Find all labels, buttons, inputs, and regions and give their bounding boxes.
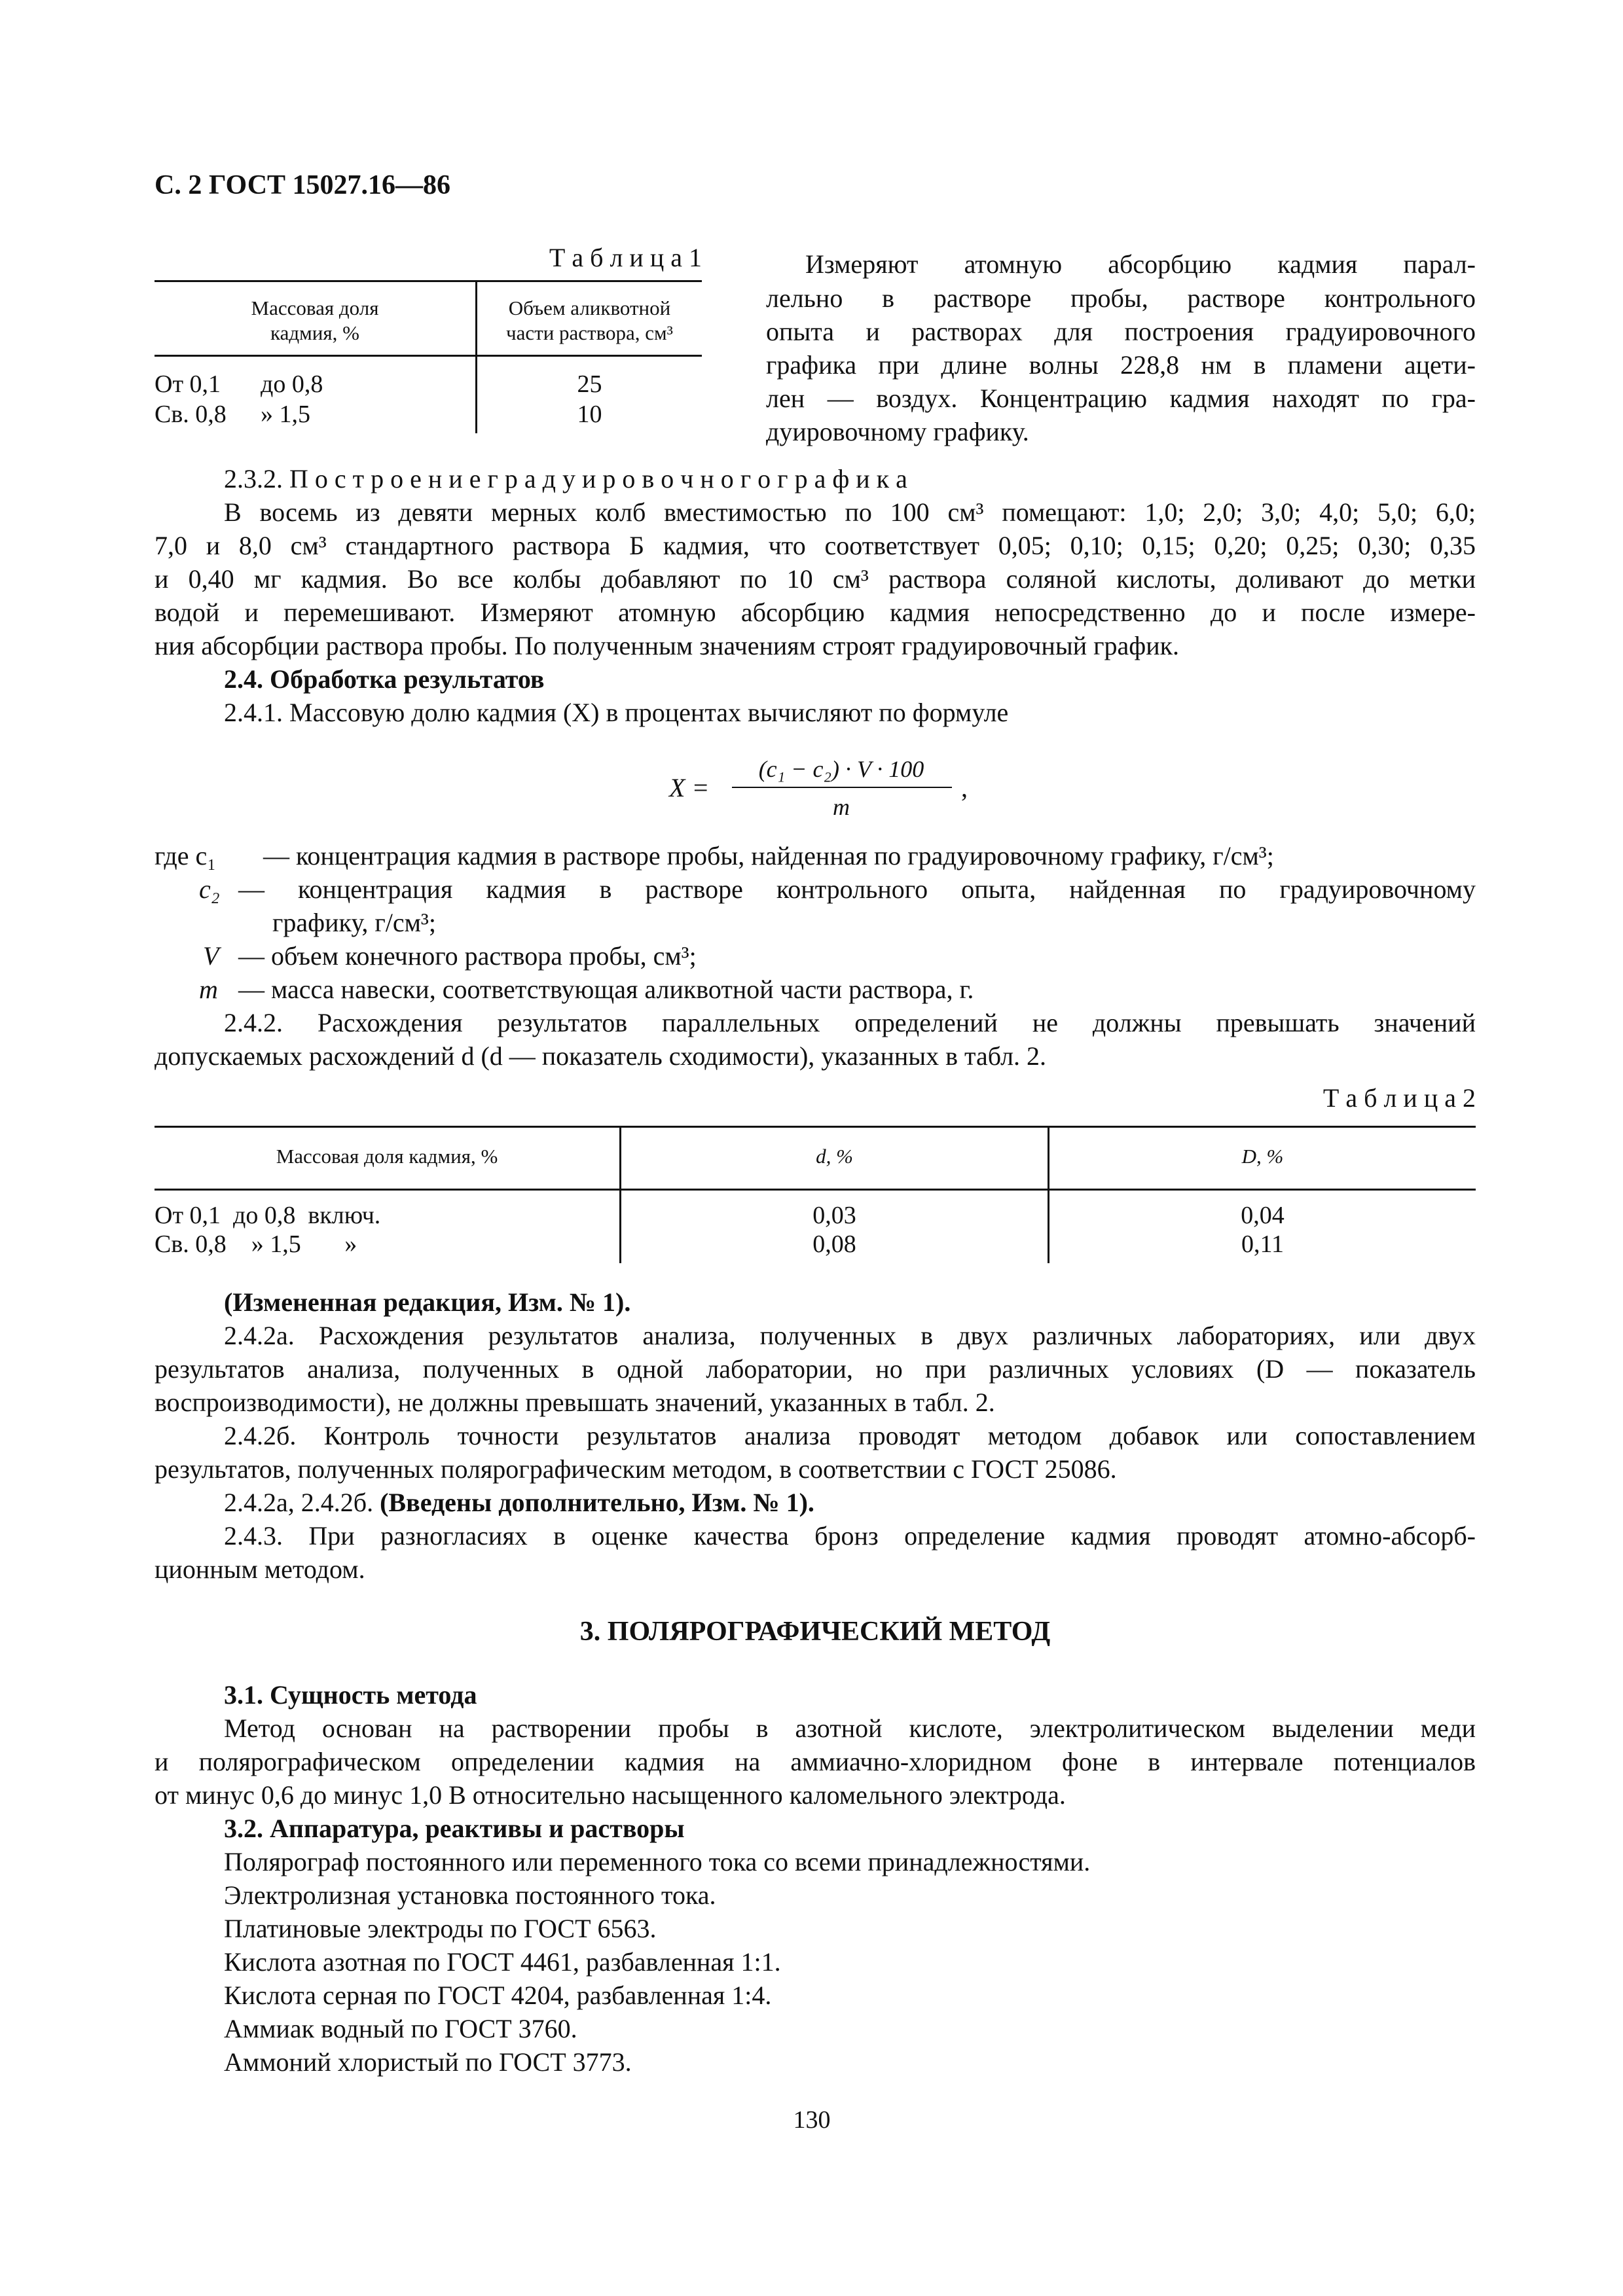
formula-lhs: X =: [669, 773, 710, 802]
table2-header-col3: D, %: [1241, 1145, 1284, 1168]
formula-fraction-bar: [732, 787, 952, 788]
table2-row1-d: 0,03: [812, 1202, 856, 1229]
where-text: — концентрация кадмия в растворе пробы, найденная по градуировочному графику, г/см³;: [263, 841, 1274, 870]
table2-row1-range: От 0,1 до 0,8 включ.: [155, 1202, 381, 1229]
table1-row2-to: » 1,5: [261, 401, 310, 428]
table1-row1-volume: 25: [577, 370, 602, 398]
right-col-line: графика при длине волны 228,8 нм в пламени ацети-: [766, 350, 1476, 380]
table1-row2-volume: 10: [577, 401, 602, 428]
paragraph-line: результатов анализа, полученных в одной лаборатории, но при различных условиях (D — показатель: [155, 1354, 1476, 1384]
table2-caption: Т а б л и ц а 2: [1322, 1083, 1476, 1113]
where-symbol: c₂: [199, 874, 220, 904]
where-text: — концентрация кадмия в растворе контрольного опыта, найденная по градуировочному: [238, 874, 1476, 904]
paragraph-line: 2.4.2. Расхождения результатов параллельных определений не должны превышать значений: [224, 1008, 1476, 1037]
table2-row2-d: 0,08: [812, 1230, 856, 1258]
formula-trailing-comma: ,: [961, 773, 968, 802]
formula-numerator: (c₁ − c₂) · V · 100: [758, 756, 924, 782]
table1-caption: Т а б л и ц а 1: [549, 243, 702, 272]
right-col-line: Измеряют атомную абсорбцию кадмия парал-: [805, 249, 1476, 279]
table2-header-col1: Массовая доля кадмия, %: [276, 1145, 498, 1168]
section-3-1-title: 3.1. Сущность метода: [224, 1680, 477, 1710]
paragraph-line: и полярографическом определении кадмия на аммиачно-хлоридном фоне в интервале потенциалов: [155, 1747, 1476, 1776]
table2-row2-range: Св. 0,8 » 1,5 »: [155, 1230, 357, 1258]
paragraph-line: 2.4.2а. Расхождения результатов анализа, полученных в двух различных лабораториях, или двух: [224, 1321, 1476, 1350]
amendment-note: (Измененная редакция, Изм. № 1).: [224, 1287, 631, 1317]
equipment-item: Кислота серная по ГОСТ 4204, разбавленная 1:4.: [224, 1981, 772, 2010]
paragraph-line: 7,0 и 8,0 см³ стандартного раствора Б кадмия, что соответствует 0,05; 0,10; 0,15; 0,20; 0,25; 0,30; 0,35: [155, 531, 1476, 560]
page-header: С. 2 ГОСТ 15027.16—86: [155, 170, 451, 200]
where-symbol: где c₁: [155, 841, 217, 870]
where-symbol: m: [199, 975, 218, 1004]
where-text: — масса навески, соответствующая аликвотной части раствора, г.: [238, 975, 974, 1004]
section-3-title: 3. ПОЛЯРОГРАФИЧЕСКИЙ МЕТОД: [579, 1617, 1051, 1647]
equipment-item: Аммиак водный по ГОСТ 3760.: [224, 2014, 577, 2043]
formula-denominator: m: [833, 794, 850, 820]
paragraph-line: водой и перемешивают. Измеряют атомную абсорбцию кадмия непосредственно до и после измере-: [155, 598, 1476, 627]
right-col-line: опыта и растворах для построения градуировочного: [766, 317, 1476, 346]
paragraph-line: допускаемых расхождений d (d — показатель сходимости), указанных в табл. 2.: [155, 1041, 1047, 1071]
table1-row1-to: до 0,8: [261, 370, 323, 398]
section-3-2-title: 3.2. Аппаратура, реактивы и растворы: [224, 1814, 685, 1843]
paragraph-line: от минус 0,6 до минус 1,0 В относительно насыщенного каломельного электрода.: [155, 1780, 1066, 1810]
right-col-line: лельно в растворе пробы, растворе контрольного: [766, 283, 1476, 313]
table1-row2-from: Св. 0,8: [155, 401, 227, 428]
equipment-item: Платиновые электроды по ГОСТ 6563.: [224, 1914, 657, 1943]
paragraph-line: 2.4.2б. Контроль точности результатов анализа проводят методом добавок или сопоставлением: [224, 1421, 1476, 1450]
paragraph-line: результатов, полученных полярографическим методом, в соответствии с ГОСТ 25086.: [155, 1454, 1117, 1484]
table2-header-col2: d, %: [816, 1145, 853, 1168]
paragraph-line: и 0,40 мг кадмия. Во все колбы добавляют по 10 см³ раствора соляной кислоты, доливают до метки: [155, 564, 1476, 594]
where-text: графику, г/см³;: [272, 908, 437, 937]
table1-header-col2-l2: части раствора, см³: [506, 321, 673, 344]
table1-header-rule: [155, 355, 702, 357]
paragraph-line: ционным методом.: [155, 1554, 365, 1584]
paragraph-line: В восемь из девяти мерных колб вместимостью по 100 см³ помещают: 1,0; 2,0; 3,0; 4,0; 5,0; 6,0;: [224, 497, 1476, 527]
page-number: 130: [793, 2106, 831, 2134]
amendment-bold: (Введены дополнительно, Изм. № 1).: [380, 1488, 814, 1517]
table1-top-rule: [155, 280, 702, 282]
equipment-item: Электролизная установка постоянного тока.: [224, 1880, 716, 1910]
table1-header-col1-l2: кадмия, %: [270, 321, 359, 344]
table1-header-col2-l1: Объем аликвотной: [508, 296, 671, 319]
section-2-3-2-title: 2.3.2. П о с т р о е н и е г р а д у и р о в о ч н о г о г р а ф и к а: [224, 464, 907, 493]
right-col-line: лен — воздух. Концентрацию кадмия находят по гра-: [766, 384, 1476, 413]
where-text: — объем конечного раствора пробы, см³;: [238, 941, 697, 971]
paragraph-line: Метод основан на растворении пробы в азотной кислоте, электролитическом выделении меди: [224, 1713, 1476, 1743]
right-col-line: дуировочному графику.: [766, 417, 1029, 446]
paragraph-line: воспроизводимости), не должны превышать значений, указанных в табл. 2.: [155, 1388, 995, 1417]
equipment-item: Кислота азотная по ГОСТ 4461, разбавленная 1:1.: [224, 1947, 781, 1977]
amendment-prefix: 2.4.2а, 2.4.2б.: [224, 1488, 374, 1517]
table1-header-col1-l1: Массовая доля: [251, 296, 379, 319]
equipment-item: Аммоний хлористый по ГОСТ 3773.: [224, 2047, 632, 2077]
where-symbol: V: [203, 941, 219, 971]
equipment-item: Полярограф постоянного или переменного тока со всеми принадлежностями.: [224, 1847, 1091, 1876]
table2-top-rule: [155, 1126, 1476, 1128]
section-2-4-title: 2.4. Обработка результатов: [224, 664, 545, 694]
paragraph-line: ния абсорбции раствора пробы. По полученным значениям строят градуировочный график.: [155, 631, 1180, 660]
amendment-line: [224, 1486, 814, 1519]
paragraph-line: 2.4.3. При разногласиях в оценке качества бронз определение кадмия проводят атомно-абсорб-: [224, 1521, 1476, 1551]
table1-row1-from: От 0,1: [155, 370, 221, 398]
table2-row2-D: 0,11: [1241, 1230, 1285, 1258]
table2-row1-D: 0,04: [1241, 1202, 1285, 1229]
table2-header-rule: [155, 1189, 1476, 1191]
section-2-4-1: 2.4.1. Массовую долю кадмия (X) в процентах вычисляют по формуле: [224, 698, 1009, 727]
